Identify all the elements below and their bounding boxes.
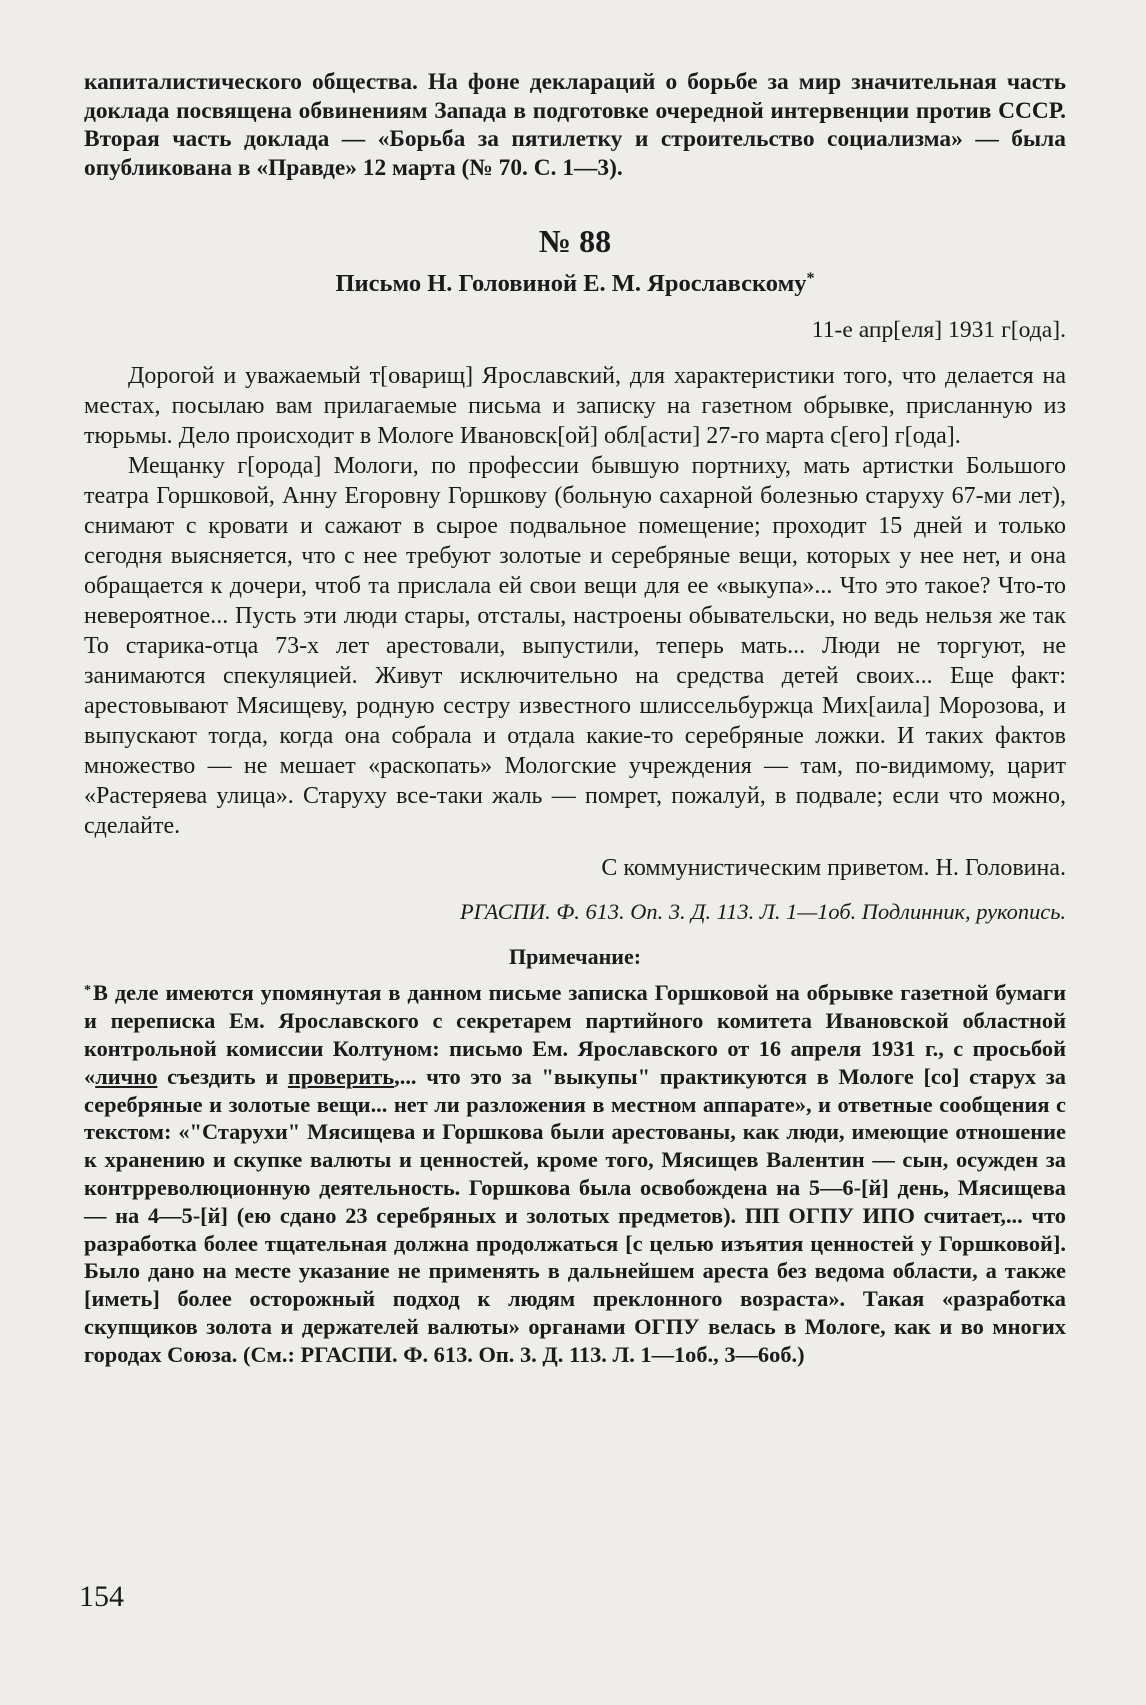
letter-paragraph: Дорогой и уважаемый т[оварищ] Ярославский, для характеристики того, что делается на местах, посылаю вам прилагаемые письма и записку на газетном обрывке, присланную из тюрьмы. Дело происходит в Мологе Ивановск[ой] обл[асти] 27-го марта с[его] г[ода]. <box>84 363 1066 450</box>
note-heading: Примечание: <box>508 944 642 970</box>
note-text-part: ,... что это за "выкупы" практикуются в Мологе [со] старух за серебряные и золотые вещи... нет ли разложения в местном аппарате», и ответные сообщения с текстом: «"Старухи" Мясищева и Горшкова были арестованы, как люди, имеющие отношение к хранению и скупке валюты и ценностей, кроме того, Мясищев Валентин — сын, осужден за контрреволюционную деятельность. Горшкова была освобождена на 5—6-[й] день, Мясищева — на 4—5-[й] (ею сдано 23 серебряных и золотых предметов). ПП ОГПУ ИПО считает,... что разработка более тщательная должна продолжаться [с целью изъятия ценностей у Горшковой]. Было дано на месте указание не применять в дальнейшем ареста без ведома области, а также [иметь] более осторожный подход к людям преклонного возраста». Такая «разработка скупщиков золота и держателей валюты» органами ОГПУ велась в Мологе, как и во многих городах Союза. (См.: РГАСПИ. Ф. 613. Оп. 3. Д. 113. Л. 1—1об., 3—6об.) <box>84 1063 1066 1367</box>
page-number: 154 <box>79 1580 124 1613</box>
document-title <box>84 269 1066 299</box>
archive-source: РГАСПИ. Ф. 613. Оп. 3. Д. 113. Л. 1—1об. Подлинник, рукопись. <box>459 899 1066 925</box>
title-footnote-mark: * <box>806 270 815 288</box>
note-footnote-mark: * <box>84 983 91 999</box>
note-text-part: съездить и <box>157 1063 288 1089</box>
note-underlined-word: проверить <box>287 1063 395 1089</box>
letter-date: 11-е апр[еля] 1931 г[ода]. <box>811 317 1066 344</box>
preceding-paragraph: капиталистического общества. На фоне деклараций о борьбе за мир значительная часть доклада посвящена обвинениям Запада в подготовке очередной интервенции против СССР. Вторая часть доклада — «Борьба за пятилетку и строительство социализма» — была опубликована в «Правде» 12 марта (№ 70. С. 1—3). <box>84 69 1066 181</box>
note-text <box>84 979 1066 1368</box>
text-column <box>84 68 1066 1369</box>
letter-paragraph: Мещанку г[орода] Мологи, по профессии бывшую портниху, мать артистки Большого театра Горшковой, Анну Егоровну Горшкову (больную сахарной болезнью старуху 67-ми лет), снимают с кровати и сажают в сырое подвальное помещение; проходит 15 дней и только сегодня выясняется, что с нее требуют золотые и серебряные вещи, которых у нее нет, и она обращается к дочери, чтоб та прислала ей свои вещи для ее «выкупа»... Что это такое? Что-то невероятное... Пусть эти люди стары, отсталы, настроены обывательски, но ведь нельзя же так То старика-отца 73-х лет арестовали, выпустили, теперь мать... Люди не торгуют, не занимаются спекуляцией. Живут исключительно на средства детей своих... Еще факт: арестовывают Мясищеву, родную сестру известного шлиссельбуржца Мих[аила] Морозова, и выпускают тогда, когда она собрала и отдала какие-то серебряные ложки. И таких фактов множество — не мешает «раскопать» Мологские учреждения — там, по-видимому, царит «Растеряева улица». Старуху все-таки жаль — помрет, пожалуй, в подвале; если что можно, сделайте. <box>84 453 1066 840</box>
letter-body <box>84 361 1066 841</box>
document-number: № 88 <box>538 223 612 260</box>
note-underlined-word: лично <box>95 1063 158 1089</box>
document-title-text: Письмо Н. Головиной Е. М. Ярославскому <box>335 270 807 298</box>
letter-signature: С коммунистическим приветом. Н. Головина. <box>601 855 1066 882</box>
note-text-part: В деле имеются упомянутая в данном письме записка Горшковой на обрывке газетной бумаги и переписка Ем. Ярославского с секретарем партийного комитета Ивановской областной контрольной комиссии Колтуном: письмо Ем. Ярославского от 16 апреля 1931 г., с просьбой « <box>84 980 1066 1089</box>
